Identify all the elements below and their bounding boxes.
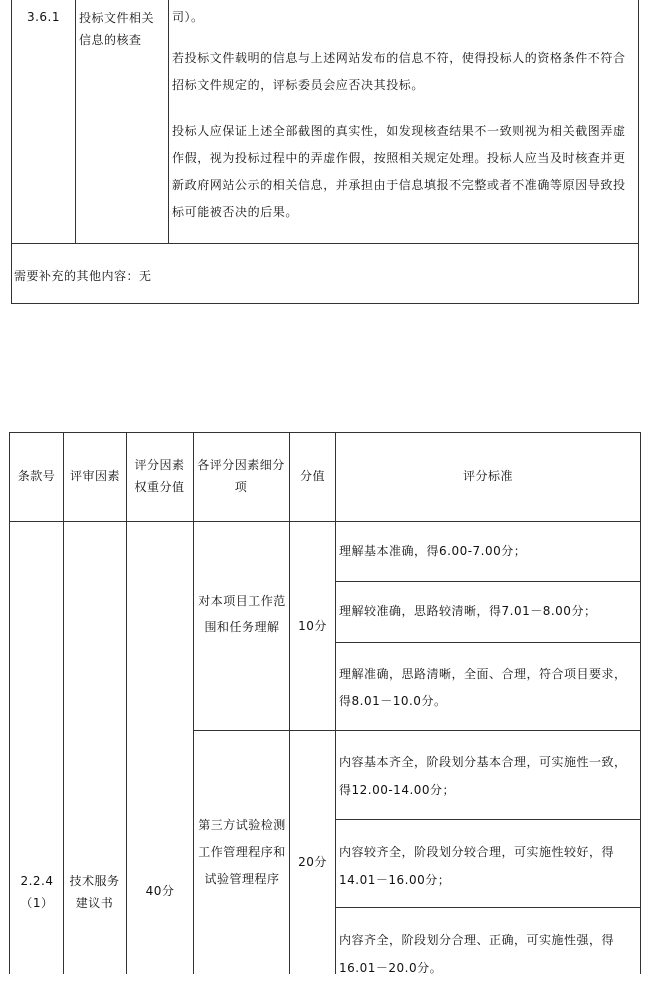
standard-text: 内容较齐全，阶段划分较合理，可实施性较好，得14.01－16.00分；: [339, 845, 615, 887]
continued-line: 司）。: [172, 10, 204, 24]
standard-text: 内容基本齐全，阶段划分基本合理，可实施性一致，得12.00-14.00分；: [339, 755, 627, 797]
row-factor: 技术服务建议书: [69, 874, 120, 910]
sub-item-score: 20分: [298, 855, 327, 869]
standard-text: 理解基本准确，得6.00-7.00分；: [339, 544, 527, 558]
standard-text: 理解准确，思路清晰，全面、合理，符合项目要求，得8.01－10.0分。: [339, 667, 627, 708]
standard-text: 理解较准确，思路较清晰，得7.01－8.00分；: [339, 604, 597, 618]
supplement-content: 需要补充的其他内容：无: [14, 269, 152, 283]
sub-item-score: 10分: [298, 619, 327, 633]
paragraph-guarantee: 投标人应保证上述全部截图的真实性，如发现核查结果不一致则视为相关截图弄虚作假，视为投标过程中的弄虚作假，按照相关规定处理。投标人应当及时核查并更新政府网站公示的相关信息，并承担由于信息填报不完整或者不准确等原因导致投标可能被否决的后果。: [172, 124, 626, 219]
header-weight: 评分因素权重分值: [134, 458, 185, 494]
row-weight: 40分: [145, 884, 175, 898]
row-clause-number: 2.2.4（1）: [20, 874, 54, 910]
header-sub-item: 各评分因素细分项: [197, 458, 285, 494]
header-standard: 评分标准: [462, 469, 513, 483]
sub-item-name: 第三方试验检测工作管理程序和试验管理程序: [198, 818, 286, 886]
paragraph-mismatch: 若投标文件载明的信息与上述网站发布的信息不符，使得投标人的资格条件不符合招标文件规定的，评标委员会应否决其投标。: [172, 51, 626, 92]
header-clause: 条款号: [17, 469, 56, 483]
sub-item-name: 对本项目工作范围和任务理解: [198, 594, 286, 634]
header-factor: 评审因素: [69, 469, 120, 483]
standard-text: 内容齐全，阶段划分合理、正确，可实施性强，得16.01－20.0分。: [339, 933, 615, 975]
header-score: 分值: [299, 469, 325, 483]
item-name: 投标文件相关信息的核查: [79, 11, 155, 47]
clause-number: 3.6.1: [26, 10, 61, 24]
